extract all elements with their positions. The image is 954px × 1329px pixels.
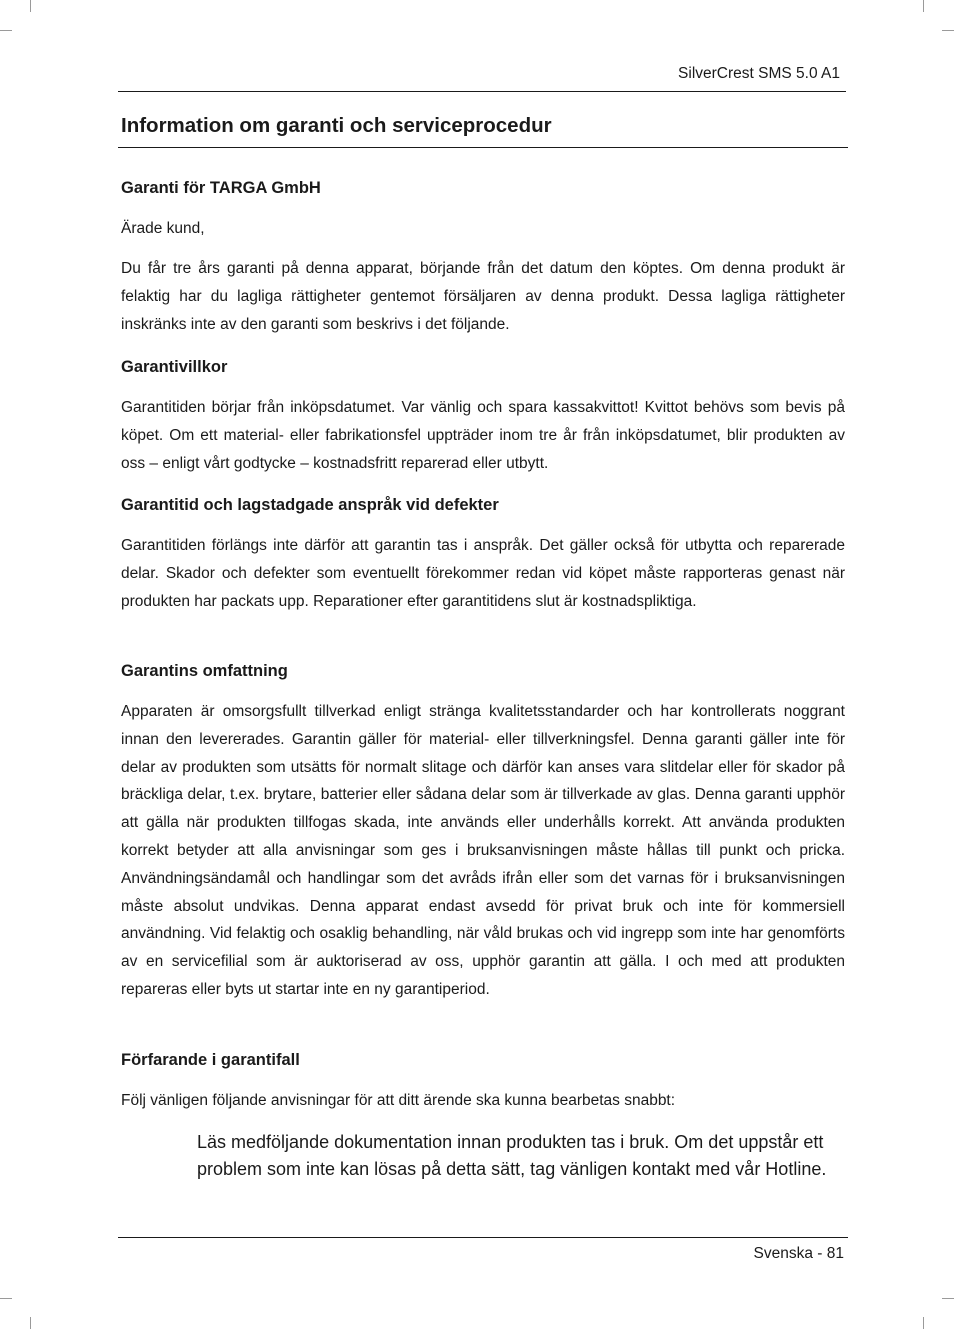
section-heading-forfarande: Förfarande i garantifall: [121, 1051, 300, 1069]
crop-mark: [942, 30, 954, 31]
section-heading-garantitid: Garantitid och lagstadgade anspråk vid defekter: [121, 496, 499, 514]
section-heading-garanti: Garanti för TARGA GmbH: [121, 179, 321, 197]
paragraph-omfattning: Apparaten är omsorgsfullt tillverkad enligt stränga kvalitetsstandarder och har kontrollerats noggrant innan den levererades. Garantin gäller för material- eller tillverkningsfel. Denna garanti gäller inte för delar av produkten som utsätts för normalt slitage och därför kan anses vara slitdelar eller för skador på bräckliga delar, t.ex. brytare, batterier eller sådana delar som är tillverkade av glas. Denna garanti upphör att gälla när produkten tillfogas skada, inte används eller underhålls korrekt. Att använda produkten korrekt betyder att alla anvisningar som ges i bruksanvisningen måste hållas till punkt och pricka. Användningsändamål och handlingar som det avråds ifrån eller som det varnas för i bruksanvisningen måste absolut undvikas. Denna apparat endast avsedd för privat bruk och inte för kommersiell användning. Vid felaktig och osaklig behandling, när våld brukas och vid ingrepp som inte har genomförts av en servicefilial som är auktoriserad av oss, upphör garantin att gälla. I och med att produkten repareras eller byts ut startar inte en ny garantiperiod.: [121, 703, 845, 998]
crop-mark: [923, 0, 924, 12]
running-header: SilverCrest SMS 5.0 A1: [678, 65, 840, 82]
crop-mark: [0, 1298, 12, 1299]
page-number: Svenska - 81: [753, 1245, 844, 1262]
salutation: Ärade kund,: [121, 220, 205, 237]
crop-mark: [923, 1317, 924, 1329]
indented-instruction: Läs medföljande dokumentation innan produkten tas i bruk. Om det uppstår ett problem som inte kan lösas på detta sätt, tag vänligen kontakt med vår Hotline.: [197, 1132, 827, 1179]
crop-mark: [30, 1317, 31, 1329]
paragraph-forfarande: Följ vänligen följande anvisningar för att ditt ärende ska kunna bearbetas snabbt:: [121, 1092, 676, 1109]
crop-mark: [942, 1298, 954, 1299]
footer-rule: [118, 1237, 848, 1238]
paragraph-villkor: Garantitiden börjar från inköpsdatumet. Var vänlig och spara kassakvittot! Kvittot behövs som bevis på köpet. Om ett material- eller fabrikationsfel uppträder inom tre år från inköpsdatumet, blir produkten av oss – enligt vårt godtycke – kostnadsfritt reparerad eller utbytt.: [121, 399, 845, 472]
header-rule: [118, 91, 846, 92]
page-title: Information om garanti och serviceprocedur: [121, 114, 552, 137]
title-rule: [118, 147, 848, 148]
crop-mark: [0, 30, 12, 31]
paragraph-garanti: Du får tre års garanti på denna apparat, börjande från det datum den köptes. Om denna produkt är felaktig har du lagliga rättigheter gentemot försäljaren av denna produkt. Dessa lagliga rättigheter inskränks inte av den garanti som beskrivs i det följande.: [121, 260, 845, 333]
section-heading-omfattning: Garantins omfattning: [121, 662, 288, 680]
section-heading-villkor: Garantivillkor: [121, 358, 228, 376]
paragraph-garantitid: Garantitiden förlängs inte därför att garantin tas i anspråk. Det gäller också för utbytta och reparerade delar. Skador och defekter som eventuellt förekommer redan vid köpet måste rapporteras genast när produkten har packats upp. Reparationer efter garantitidens slut är kostnadspliktiga.: [121, 537, 845, 610]
crop-mark: [30, 0, 31, 12]
